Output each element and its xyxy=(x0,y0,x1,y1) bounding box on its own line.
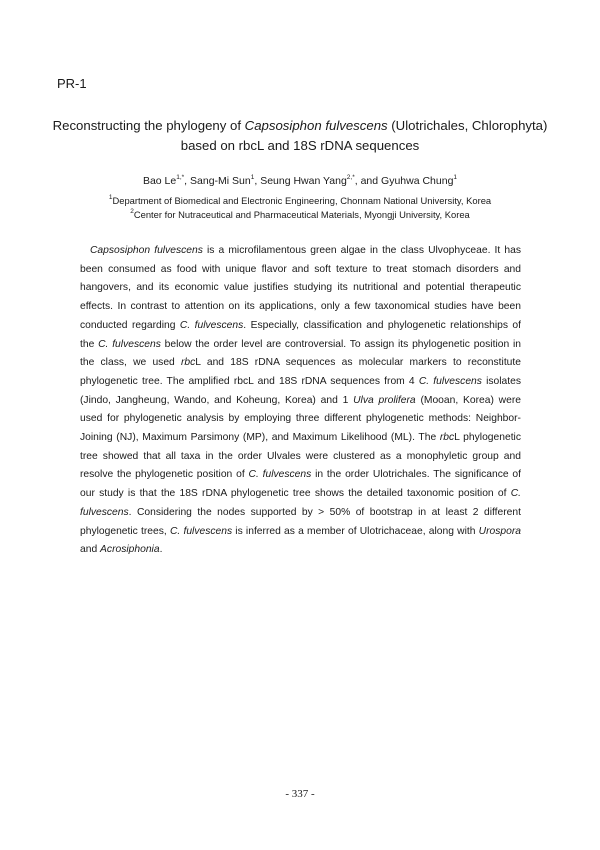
affiliation-marker: 1 xyxy=(108,193,113,201)
author-name: Gyuhwa Chung xyxy=(381,175,454,187)
abstract-text: . Especially, classification and phylogenetic relationships of the xyxy=(80,319,522,350)
title-prefix: Reconstructing the phylogeny of xyxy=(52,118,245,133)
abstract-italic-term: Acrosiphonia xyxy=(100,544,160,556)
abstract-text: (Mooan, Korea) were used for phylogenetic analysis by employing three different phylogenetic methods: Neighbor-Joining (NJ), Maximum Parsimony (MP), and Maximum Likelihood (ML). The xyxy=(80,394,521,444)
abstract-text: . Considering the nodes supported by > 50% of bootstrap in at least 2 different phylogenetic trees, xyxy=(80,506,521,537)
title-suffix: (Ulotrichales, Chlorophyta) xyxy=(387,118,548,133)
abstract-text: . xyxy=(159,544,163,556)
author-separator: , xyxy=(184,175,191,187)
abstract-italic-term: C. fulvescens xyxy=(418,375,482,387)
abstract-text: below the order level are controversial. To assign its phylogenetic position in the class, we used xyxy=(80,338,521,369)
abstract-text: L and 18S rDNA sequences as molecular markers to reconstitute phylogenetic tree. The amplified rbcL and 18S rDNA sequences from 4 xyxy=(80,357,521,387)
abstract-text: in the order Ulotrichales. The significance of our study is that the 18S rDNA phylogenetic tree shows the detailed taxonomic position of xyxy=(80,469,521,500)
author-separator: , and xyxy=(354,175,382,187)
author-name: Bao Le xyxy=(142,175,177,187)
abstract-body xyxy=(80,242,521,560)
abstract-italic-term: C. fulvescens xyxy=(98,338,161,350)
abstract-text: is inferred as a member of Ulotrichaceae, along with xyxy=(232,525,479,537)
abstract-italic-term: C. fulvescens xyxy=(179,319,244,331)
abstract-italic-term: C. fulvescens xyxy=(80,488,521,518)
author-name: Seung Hwan Yang xyxy=(260,175,347,187)
author-affiliation-marker: 1 xyxy=(250,173,255,181)
author-separator: , xyxy=(254,175,261,187)
abstract-italic-term: rbc xyxy=(180,357,196,369)
abstract-italic-term: C. fulvescens xyxy=(169,525,233,537)
presentation-code: PR-1 xyxy=(57,76,87,91)
affiliation-text: Department of Biomedical and Electronic Engineering, Chonnam National University, Korea xyxy=(112,195,492,206)
paper-title xyxy=(40,116,560,156)
author-affiliation-marker: 1 xyxy=(453,173,458,181)
abstract-text: and xyxy=(80,544,101,556)
abstract-italic-term: Urospora xyxy=(478,525,522,537)
page-number: - 337 - xyxy=(285,788,315,800)
affiliation-text: Center for Nutraceutical and Pharmaceutical Materials, Myongji University, Korea xyxy=(133,209,470,220)
affiliation-marker: 2 xyxy=(130,207,134,215)
title-line-2: based on rbcL and 18S rDNA sequences xyxy=(180,138,420,153)
title-species: Capsosiphon fulvescens xyxy=(244,118,388,133)
abstract-italic-term: rbc xyxy=(439,432,455,444)
author-affiliation-marker: 1,* xyxy=(176,173,185,181)
abstract-italic-term: C. fulvescens xyxy=(248,469,312,481)
author-list xyxy=(40,174,560,188)
author-affiliation-marker: 2,* xyxy=(346,173,355,181)
abstract-text: isolates (Jindo, Jangheung, Wando, and Koheung, Korea) and 1 xyxy=(80,375,521,406)
abstract-italic-term: Ulva prolifera xyxy=(353,394,416,406)
affiliation-2 xyxy=(40,208,560,221)
abstract-text: L phylogenetic tree showed that all taxa in the order Ulvales were clustered as a monophyletic group and resolve the phylogenetic position of xyxy=(80,432,521,481)
affiliation-1 xyxy=(40,194,560,207)
author-name: Sang-Mi Sun xyxy=(190,175,251,187)
title-line-1 xyxy=(40,116,560,136)
abstract-text: is a microfilamentous green algae in the class Ulvophyceae. It has been consumed as food with unique flavor and soft texture to treat stomach disorders and hangovers, and its economic value justifies studying its nutritional and potential therapeutic effects. In contrast to attention on its applications, only a few taxonomical studies have been conducted regarding xyxy=(80,245,521,331)
abstract-italic-term: Capsosiphon fulvescens xyxy=(90,245,203,256)
